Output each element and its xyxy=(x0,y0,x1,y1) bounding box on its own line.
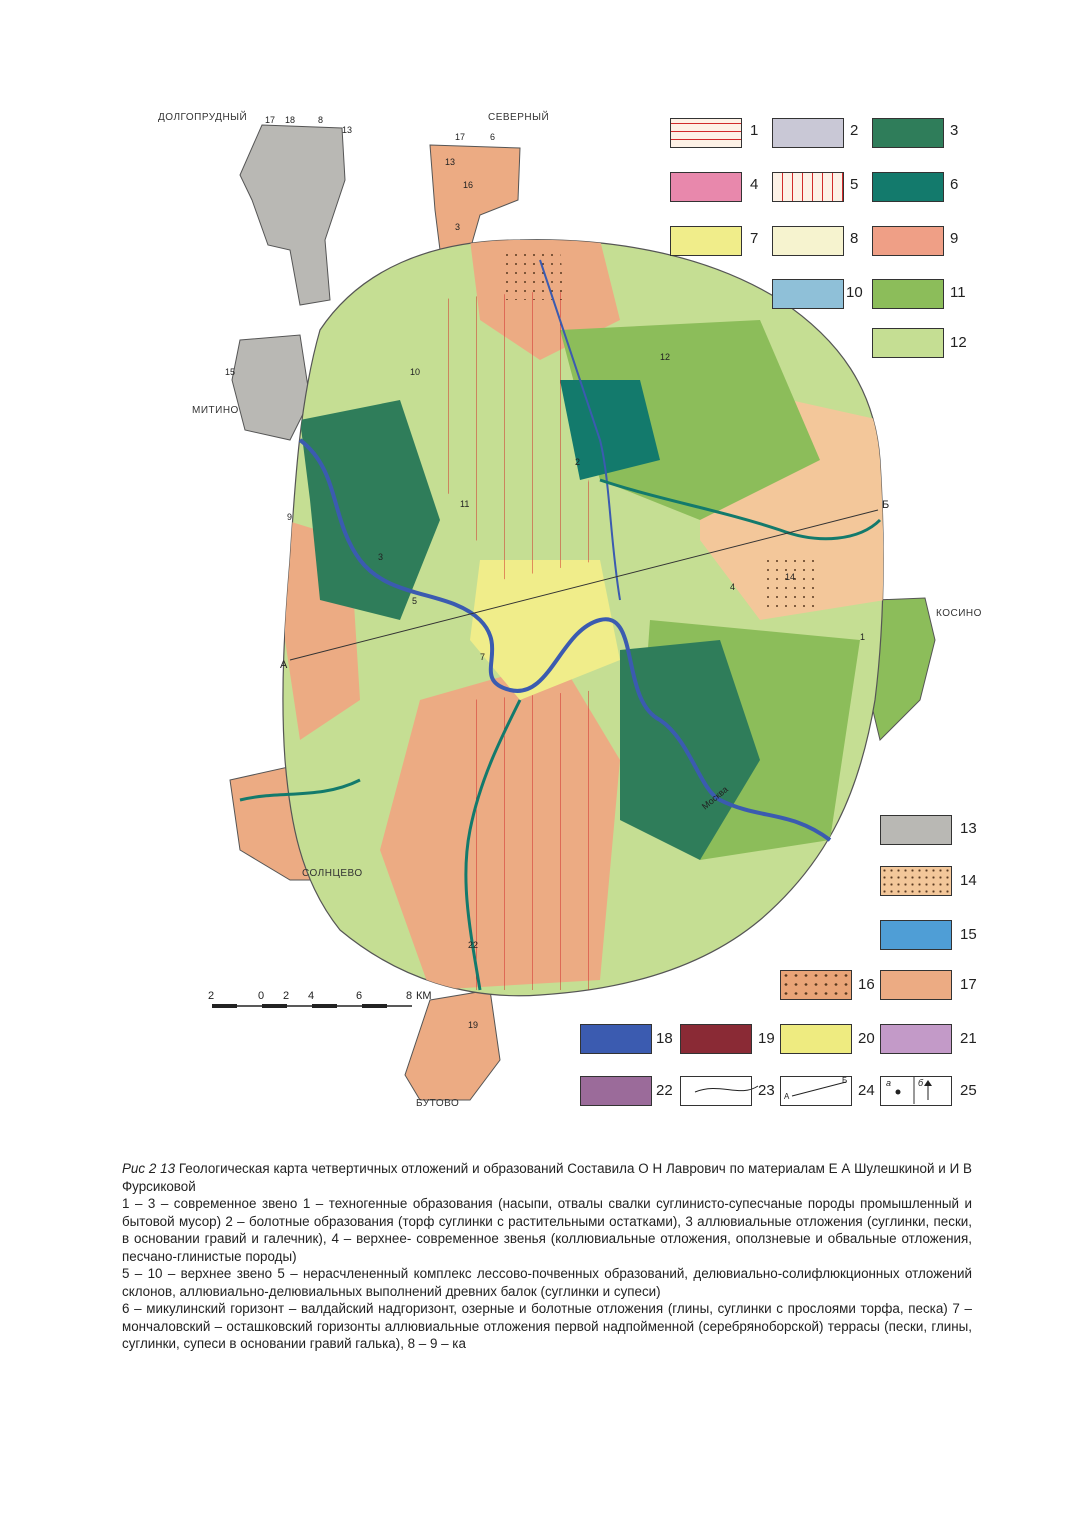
legend-number: 17 xyxy=(960,976,977,993)
legend-symbol-beta: б xyxy=(918,1078,924,1088)
map-number: 16 xyxy=(463,180,474,190)
legend-number: 2 xyxy=(850,122,859,139)
legend-number: 5 xyxy=(850,176,859,193)
map-number: 10 xyxy=(410,367,421,377)
scale-tick: 4 xyxy=(308,990,315,1002)
legend-swatch-23 xyxy=(680,1076,752,1106)
map-number: 1 xyxy=(860,632,866,642)
legend-swatch-13 xyxy=(880,815,952,845)
legend-swatch-1 xyxy=(670,118,742,148)
legend-swatch-19 xyxy=(680,1024,752,1054)
legend-swatch-9 xyxy=(872,226,944,256)
map-zone-dotted-north xyxy=(500,250,565,300)
map-number: 22 xyxy=(468,940,479,950)
legend-number: 7 xyxy=(750,230,759,247)
legend-swatch-8 xyxy=(772,226,844,256)
map-number: 2 xyxy=(575,457,581,467)
scale-tick: 6 xyxy=(356,990,363,1002)
legend-swatch-15 xyxy=(880,920,952,950)
map-number: 13 xyxy=(445,157,456,167)
place-severny: СЕВЕРНЫЙ xyxy=(488,112,550,123)
caption-figure-number: Рис 2 13 xyxy=(122,1161,176,1176)
legend-number: 4 xyxy=(750,176,759,193)
map-region-butovo-lobe xyxy=(405,990,500,1100)
caption-paragraph: 1 – 3 – современное звено 1 – техногенные образования (насыпи, отвалы свалки суглинисто-супесчаные породы промышленный и бытовой мусор) 2 – болотные образования (торф суглинки с растительными остатками), 3 аллювиальные отложения (суглинки, пески, в основании гравий и галечник), 4 – верхнее- современное звенья (коллювиальные отложения, оползневые и обвальные отложения, песчано-глинистые породы) xyxy=(122,1196,972,1264)
caption-paragraph: 6 – микулинский горизонт – валдайский надгоризонт, озерные и болотные отложения (глины, суглинки с прослоями торфа, песка) 7 – мончаловский – осташковский горизонты аллювиальные отложения первой надпойменной (серебряноборской) террасы (пески, глины, суглинки, супеси в основании гравий галька), 8 – 9 – ка xyxy=(122,1301,972,1351)
scale-tick: 0 xyxy=(258,990,265,1002)
legend-swatch-3 xyxy=(872,118,944,148)
legend-symbol-a: А xyxy=(784,1092,790,1101)
map-zone-dotted-east xyxy=(760,560,820,610)
legend-symbol-alpha: а xyxy=(886,1078,892,1088)
map-number: 12 xyxy=(660,352,671,362)
legend-swatch-18 xyxy=(580,1024,652,1054)
river-label: Москва xyxy=(699,784,730,812)
legend-number: 14 xyxy=(960,872,977,889)
legend-swatch-14 xyxy=(880,866,952,896)
map-number: 3 xyxy=(455,222,461,232)
legend-number: 16 xyxy=(858,976,875,993)
map-number: 9 xyxy=(287,512,293,522)
legend-swatch-5 xyxy=(772,172,844,202)
legend-swatch-7 xyxy=(670,226,742,256)
legend-symbol-b: Б xyxy=(842,1076,848,1085)
map-number: 15 xyxy=(225,367,236,377)
map-number: 17 xyxy=(455,132,466,142)
scale-tick: 2 xyxy=(208,990,215,1002)
place-solntsevo: СОЛНЦЕВО xyxy=(302,868,363,879)
map-number: 3 xyxy=(378,552,384,562)
legend-swatch-16 xyxy=(780,970,852,1000)
map-region-mitino-lobe xyxy=(232,335,310,440)
legend-swatch-10 xyxy=(772,279,844,309)
map-number: 6 xyxy=(490,132,496,142)
map-number: 18 xyxy=(285,115,296,125)
map-number: 5 xyxy=(412,596,418,606)
caption-title-text: Геологическая карта четвертичных отложений и образований Составила О Н Лаврович по материалам Е А Шулешкиной и И В Фурсиковой xyxy=(122,1161,972,1194)
legend-number: 23 xyxy=(758,1082,775,1099)
legend-number: 24 xyxy=(858,1082,875,1099)
legend-number: 15 xyxy=(960,926,977,943)
legend-number: 18 xyxy=(656,1030,673,1047)
figure-caption xyxy=(122,1160,972,1353)
legend-number: 19 xyxy=(758,1030,775,1047)
map-region-dolgoprudny-lobe xyxy=(240,125,345,305)
legend-number: 9 xyxy=(950,230,959,247)
legend-number: 8 xyxy=(850,230,859,247)
legend-swatch-6 xyxy=(872,172,944,202)
map-number: 8 xyxy=(318,115,324,125)
place-butovo: БУТОВО xyxy=(416,1098,460,1109)
place-dolgoprudny: ДОЛГОПРУДНЫЙ xyxy=(158,112,248,123)
legend-swatch-20 xyxy=(780,1024,852,1054)
scale-unit: КМ xyxy=(416,990,432,1002)
legend-number: 21 xyxy=(960,1030,977,1047)
legend-number: 3 xyxy=(950,122,959,139)
section-end-label: Б xyxy=(882,499,890,511)
map-number: 17 xyxy=(265,115,276,125)
caption-title xyxy=(122,1160,972,1195)
legend-swatch-4 xyxy=(670,172,742,202)
place-kosino: КОСИНО xyxy=(936,608,982,619)
scale-tick: 8 xyxy=(406,990,413,1002)
map-number: 19 xyxy=(468,1020,479,1030)
legend-swatch-22 xyxy=(580,1076,652,1106)
map-number: 11 xyxy=(460,499,470,509)
legend-number: 13 xyxy=(960,820,977,837)
scale-bar xyxy=(212,1004,412,1008)
legend-swatch-21 xyxy=(880,1024,952,1054)
map-number: 7 xyxy=(480,652,486,662)
map-region-severny-lobe xyxy=(430,145,520,250)
legend-number: 11 xyxy=(950,284,966,301)
section-start-label: А xyxy=(280,659,288,671)
caption-paragraph: 5 – 10 – верхнее звено 5 – нерасчлененный комплекс лессово-почвенных образований, делювиально-солифлюкционных отложений склонов, аллювиально-делювиальных выполнений древних балок (суглинки и супеси) xyxy=(122,1266,972,1299)
legend-number: 1 xyxy=(750,122,759,139)
map-number: 4 xyxy=(730,582,736,592)
legend-swatch-17 xyxy=(880,970,952,1000)
map-number: 14 xyxy=(785,572,796,582)
legend-number: 22 xyxy=(656,1082,673,1099)
legend-number: 6 xyxy=(950,176,959,193)
legend-number: 12 xyxy=(950,334,967,351)
legend-swatch-2 xyxy=(772,118,844,148)
map-number: 13 xyxy=(342,125,353,135)
legend-number: 20 xyxy=(858,1030,875,1047)
legend-swatch-12 xyxy=(872,328,944,358)
legend-swatch-11 xyxy=(872,279,944,309)
legend-number: 25 xyxy=(960,1082,977,1099)
scale-tick: 2 xyxy=(283,990,290,1002)
legend-number: 10 xyxy=(846,284,863,301)
place-mitino: МИТИНО xyxy=(192,405,239,416)
map-zone-technogenic-south xyxy=(460,690,600,990)
